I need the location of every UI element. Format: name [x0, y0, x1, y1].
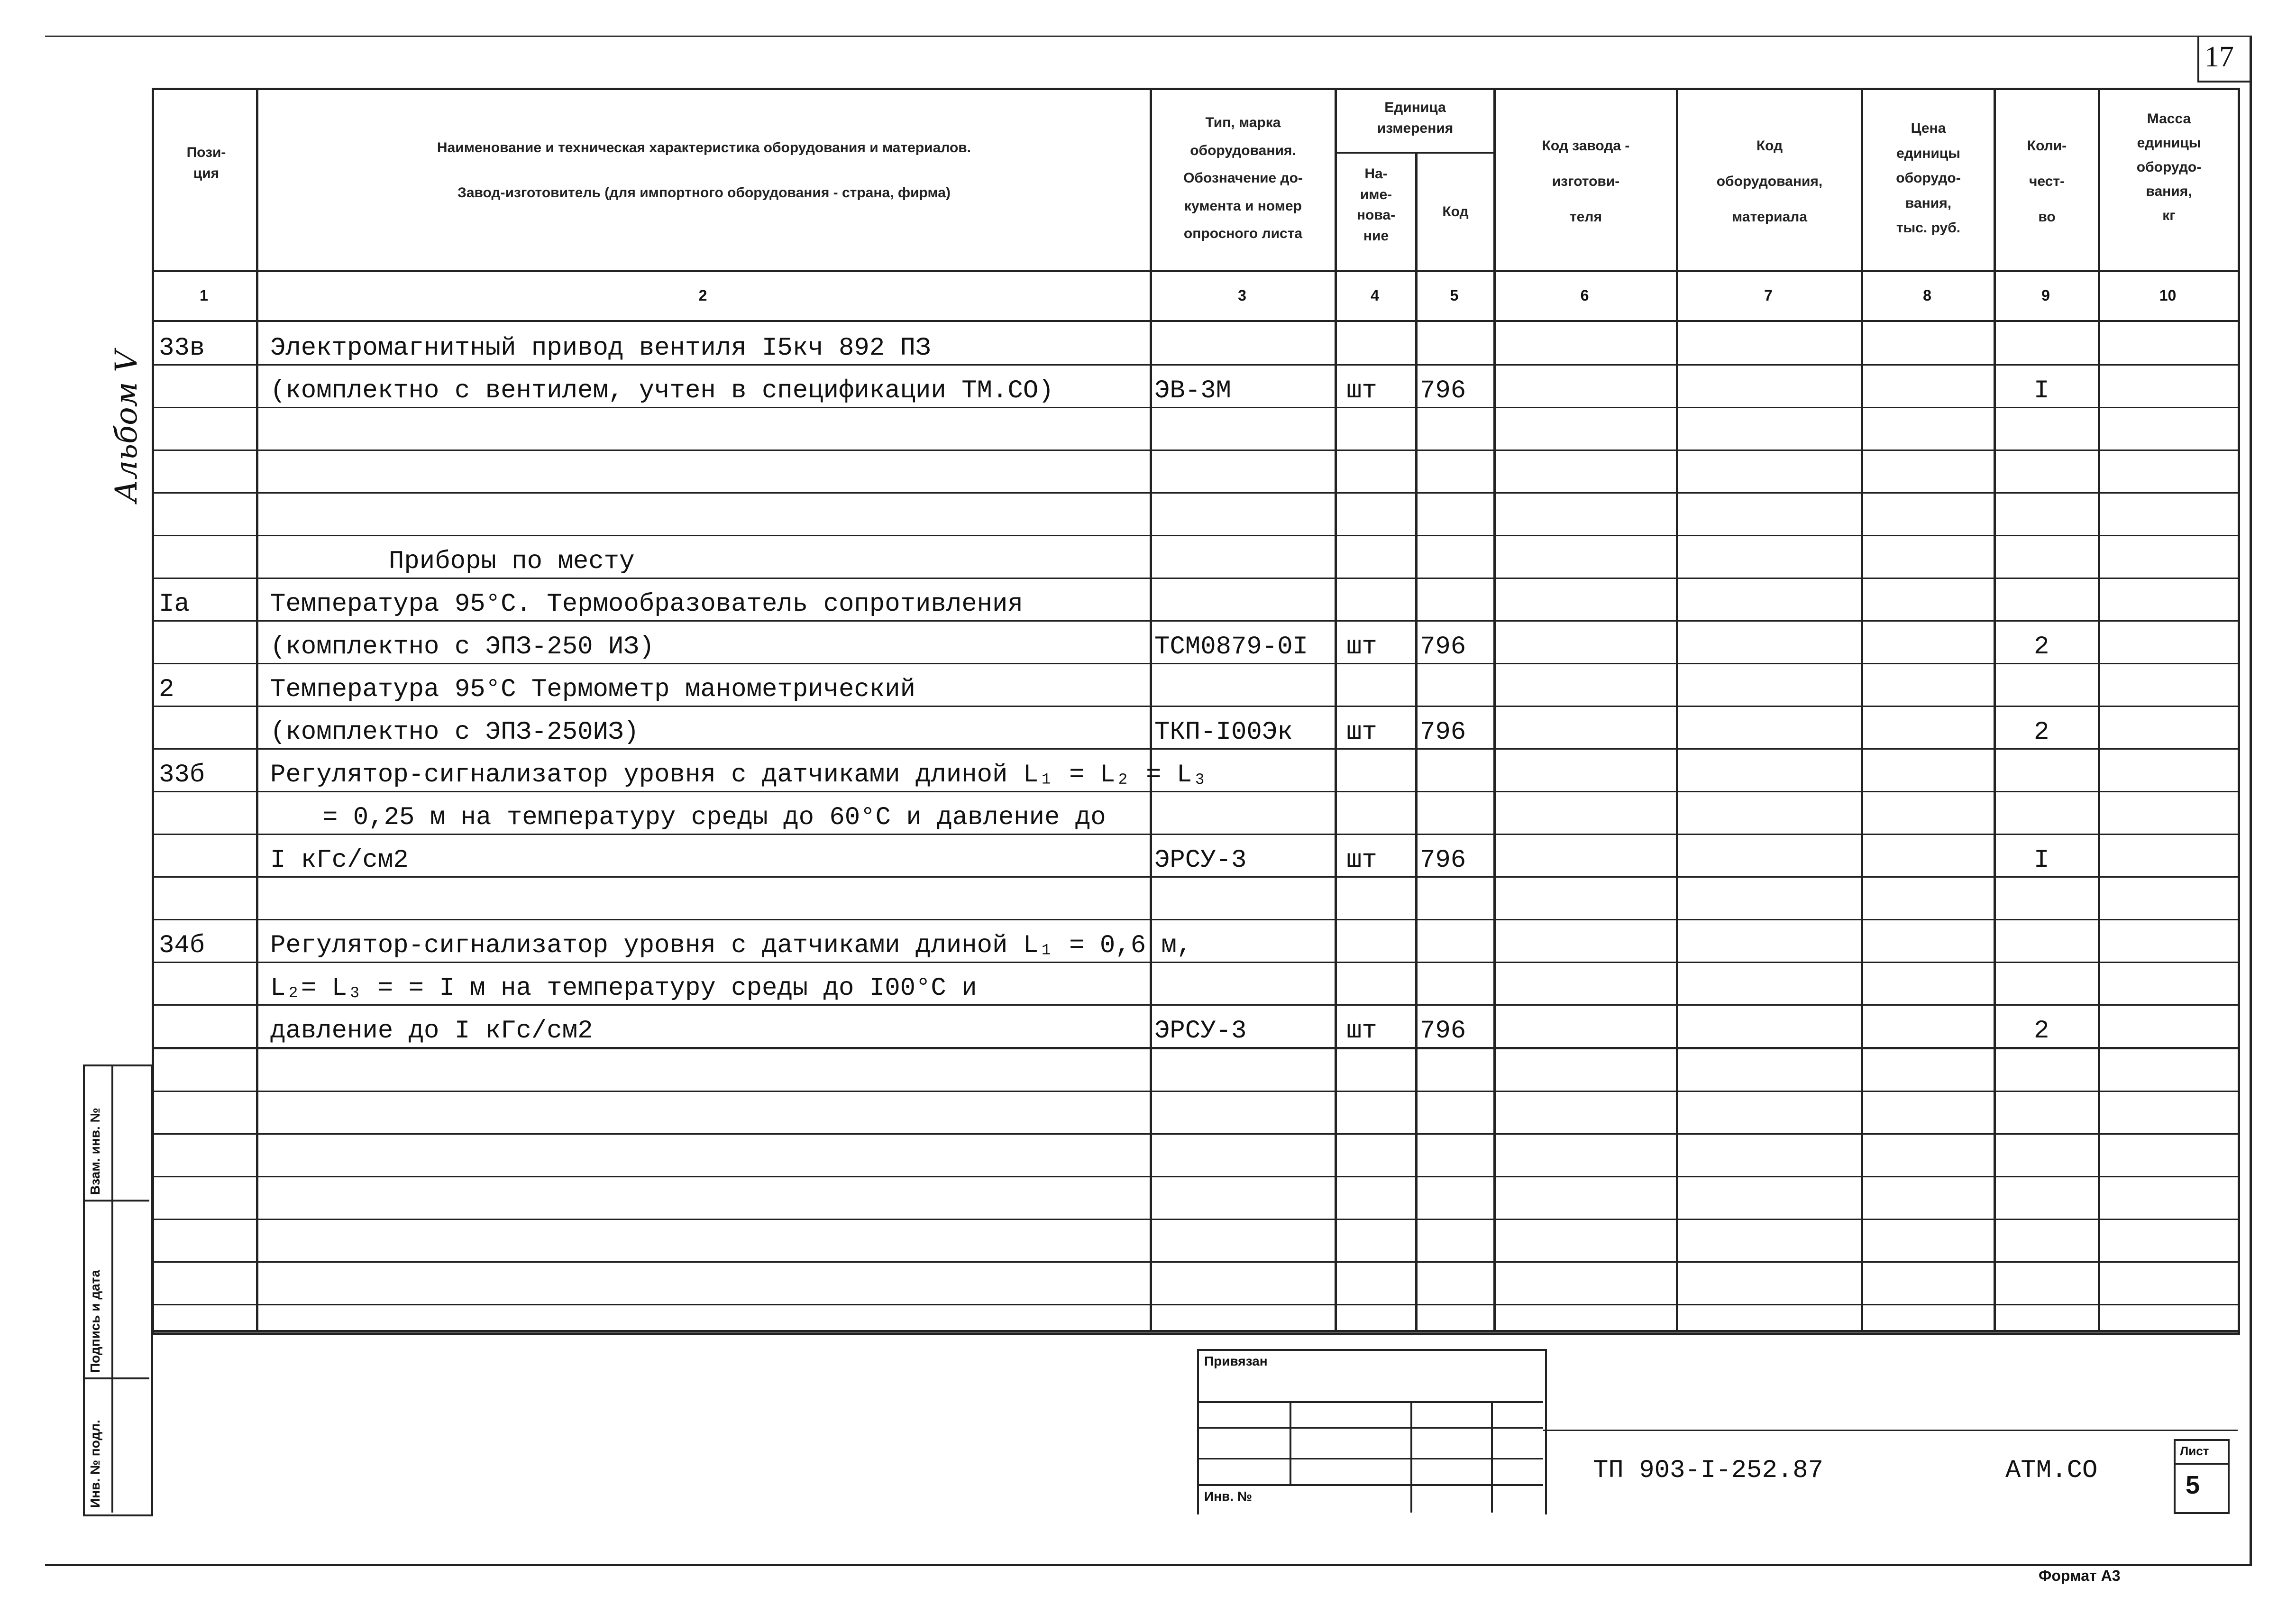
album-label: Альбом V — [109, 350, 144, 503]
row-unit: шт — [1346, 1017, 1377, 1046]
row-line — [152, 962, 2238, 963]
col-line-9 — [2098, 88, 2100, 1330]
row-line — [152, 748, 2238, 750]
side-label-signature: Подпись и дата — [88, 1270, 102, 1373]
row-name: Регулятор-сигнализатор уровня с датчиками длиной L₁ = L₂ = L₃ — [270, 761, 1207, 789]
hdr-price: Цена единицы оборудо- вания, тыс. руб. — [1896, 120, 1961, 236]
colnum-2: 2 — [698, 287, 707, 304]
privyazan-vline-2 — [1410, 1401, 1412, 1513]
row-qty: 2 — [2034, 633, 2049, 661]
row-line — [152, 919, 2238, 920]
row-type: ТСМ0879-0I — [1154, 633, 1308, 661]
colnum-4: 4 — [1371, 287, 1379, 304]
document-mark: АТМ.СО — [2005, 1456, 2098, 1485]
row-code: 796 — [1420, 1017, 1466, 1046]
row-qty: I — [2034, 376, 2049, 405]
hdr-position: Пози- ция — [186, 145, 226, 181]
row-pos: 2 — [159, 675, 174, 704]
row-name: (комплектно с вентилем, учтен в спецификации ТМ.СО) — [270, 376, 1054, 405]
row-name: Температура 95°С. Термообразователь сопротивления — [270, 590, 1023, 619]
row-qty: 2 — [2034, 1017, 2049, 1046]
colnum-5: 5 — [1450, 287, 1459, 304]
sheet-label: Лист — [2180, 1444, 2209, 1458]
title-line — [1543, 1430, 2238, 1431]
row-line — [152, 706, 2238, 707]
side-label-inv-orig: Инв. № подл. — [88, 1420, 102, 1508]
row-line — [152, 620, 2238, 622]
blank-row-line — [152, 1219, 2238, 1220]
row-name: Приборы по месту — [389, 547, 635, 576]
hdr-mass: Масса единицы оборудо- вания, кг — [2136, 111, 2202, 223]
header-bottom-line — [152, 270, 2238, 272]
row-line — [152, 791, 2238, 792]
row-code: 796 — [1420, 718, 1466, 747]
row-line — [152, 364, 2238, 366]
row-line — [152, 578, 2238, 579]
colnum-bottom-line — [152, 320, 2238, 322]
row-name: (комплектно с ЭПЗ-250ИЗ) — [270, 718, 639, 747]
row-unit: шт — [1346, 718, 1377, 747]
privyazan-vline-1 — [1290, 1401, 1291, 1484]
row-name: Температура 95°С Термометр манометрический — [270, 675, 916, 704]
row-line — [152, 535, 2238, 536]
colnum-7: 7 — [1764, 287, 1773, 304]
row-qty: 2 — [2034, 718, 2049, 747]
row-name: (комплектно с ЭПЗ-250 ИЗ) — [270, 633, 655, 661]
row-line — [152, 1004, 2238, 1006]
side-stamp-line-1 — [83, 1200, 149, 1202]
col-line-8 — [1994, 88, 1996, 1330]
colnum-1: 1 — [200, 287, 208, 304]
row-unit: шт — [1346, 846, 1377, 875]
col-line-6 — [1676, 88, 1678, 1330]
hdr-name-line2: Завод-изготовитель (для импортного оборудования - страна, фирма) — [457, 185, 951, 201]
col-line-3 — [1335, 88, 1337, 1330]
row-line — [152, 450, 2238, 451]
row-name: = 0,25 м на температуру среды до 60°С и давление до — [322, 803, 1106, 832]
spec-table — [152, 88, 2240, 1335]
row-line — [152, 876, 2238, 878]
inv-no-label: Инв. № — [1204, 1489, 1253, 1504]
format-label: Формат А3 — [2039, 1567, 2121, 1584]
row-line — [152, 663, 2238, 664]
row-name: Регулятор-сигнализатор уровня с датчиками длиной L₁ = 0,6 м, — [270, 931, 1192, 960]
document-code: ТП 903-I-252.87 — [1593, 1456, 1824, 1485]
row-name: L₂= L₃ = = I м на температуру среды до I00°С и — [270, 974, 977, 1003]
col-line-4 — [1415, 152, 1418, 1330]
side-stamp-line-2 — [83, 1377, 149, 1379]
hdr-equipment-code: Код оборудования, материала — [1716, 138, 1823, 225]
row-pos: 33б — [159, 761, 205, 789]
hdr-unit: Единица измерения — [1377, 100, 1454, 136]
row-pos: 34б — [159, 931, 205, 960]
sheet-number: 5 — [2186, 1471, 2200, 1499]
row-type: ЭРСУ-3 — [1154, 1017, 1247, 1046]
side-label-vzam: Взам. инв. № — [88, 1108, 102, 1195]
privyazan-label: Привязан — [1204, 1354, 1268, 1368]
unit-split-line — [1335, 152, 1496, 154]
blank-row-line — [152, 1091, 2238, 1092]
row-type: ЭВ-3М — [1154, 376, 1232, 405]
side-stamp-split — [111, 1064, 113, 1513]
blank-row-line — [152, 1304, 2238, 1305]
row-qty: I — [2034, 846, 2049, 875]
row-code: 796 — [1420, 846, 1466, 875]
row-pos: 33в — [159, 334, 205, 363]
row-name: Электромагнитный привод вентиля I5кч 892 ПЗ — [270, 334, 931, 363]
col-line-2 — [1150, 88, 1152, 1330]
blank-row-line — [152, 1261, 2238, 1263]
row-pos: Iа — [159, 590, 190, 619]
row-type: ЭРСУ-3 — [1154, 846, 1247, 875]
sheet-corner-number: 17 — [2205, 41, 2234, 73]
row-unit: шт — [1346, 633, 1377, 661]
blank-row-line — [152, 1133, 2238, 1135]
hdr-name-line1: Наименование и техническая характеристика оборудования и материалов. — [437, 140, 971, 156]
row-unit: шт — [1346, 376, 1377, 405]
colnum-9: 9 — [2041, 287, 2050, 304]
hdr-type: Тип, марка оборудования. Обозначение до- кумента и номер опросного листа — [1183, 115, 1303, 241]
sheet-box-line — [2174, 1463, 2228, 1465]
colnum-8: 8 — [1923, 287, 1931, 304]
hdr-quantity: Коли- чест- во — [2027, 138, 2067, 225]
row-type: ТКП-I00Эк — [1154, 718, 1293, 747]
row-name: давление до I кГс/см2 — [270, 1017, 593, 1046]
hdr-unit-code: Код — [1442, 204, 1469, 220]
col-line-7 — [1861, 88, 1863, 1330]
row-code: 796 — [1420, 633, 1466, 661]
col-line-1 — [256, 88, 258, 1330]
colnum-10: 10 — [2159, 287, 2177, 304]
colnum-6: 6 — [1580, 287, 1589, 304]
row-line — [152, 492, 2238, 494]
privyazan-vline-3 — [1491, 1401, 1493, 1513]
blank-row-line — [152, 1176, 2238, 1177]
row-line — [152, 834, 2238, 835]
row-name: I кГс/см2 — [270, 846, 409, 875]
colnum-3: 3 — [1238, 287, 1246, 304]
hdr-unit-name: На- име- нова- ние — [1356, 166, 1396, 244]
hdr-factory-code: Код завода - изготови- теля — [1542, 138, 1630, 225]
row-line — [152, 407, 2238, 408]
col-line-5 — [1493, 88, 1496, 1330]
blank-row-line — [152, 1048, 2238, 1049]
row-code: 796 — [1420, 376, 1466, 405]
title-block-top — [152, 1330, 2238, 1332]
